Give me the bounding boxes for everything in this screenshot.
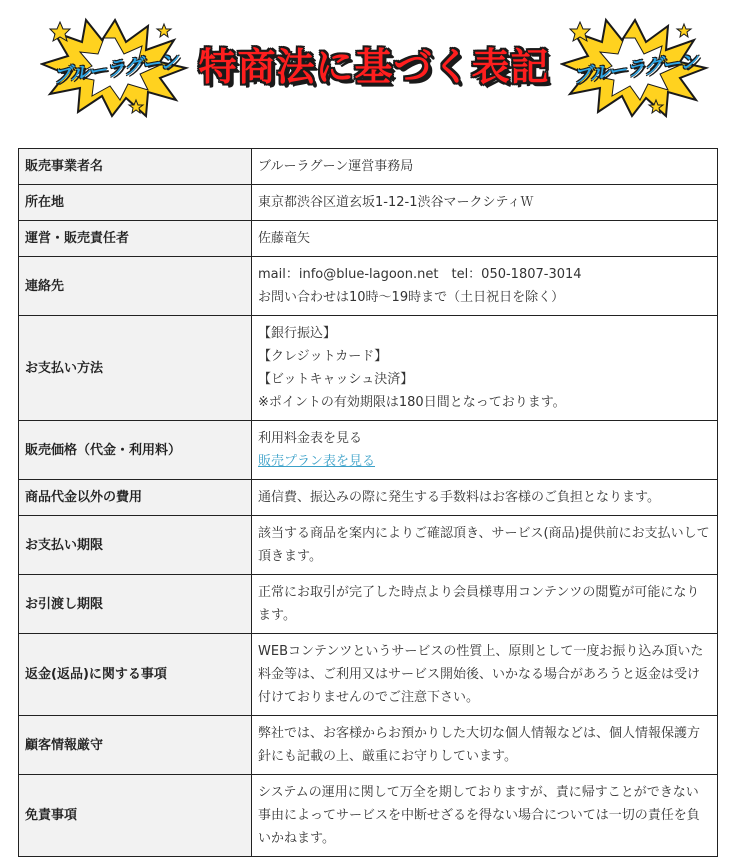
table-row	[19, 316, 718, 421]
table-row	[19, 480, 718, 516]
table-row	[19, 149, 718, 185]
table-row	[19, 775, 718, 857]
row-value: 通信費、振込みの際に発生する手数料はお客様のご負担となります。	[252, 480, 718, 516]
row-label: お支払い期限	[19, 516, 252, 575]
row-label: 運営・販売責任者	[19, 221, 252, 257]
row-label: 販売価格（代金・利用料）	[19, 421, 252, 480]
page-title: 特商法に基づく表記	[198, 45, 550, 89]
row-value	[252, 185, 718, 221]
points-expiry-note: ※ポイントの有効期限は180日間となっております。	[258, 395, 566, 410]
table-row	[19, 634, 718, 716]
sales-plan-link[interactable]: 販売プラン表を見る	[258, 454, 376, 469]
table-row	[19, 221, 718, 257]
payment-method-credit: 【クレジットカード】	[258, 349, 388, 364]
contact-mail-tel: mail：info@blue-lagoon.net tel：050-1807-3014	[258, 267, 582, 282]
row-label: 商品代金以外の費用	[19, 480, 252, 516]
row-label: 所在地	[19, 185, 252, 221]
row-value	[252, 221, 718, 257]
row-value-line: ブルーラグーン運営事務局	[258, 159, 414, 174]
logo-text: ブルーラグーン	[51, 50, 179, 88]
row-value: システムの運用に関して万全を期しておりますが、責に帰すことができない事由によってサービスを中断せざるを得ない場合については一切の責任を負いかねます。	[252, 775, 718, 857]
row-label: 顧客情報厳守	[19, 716, 252, 775]
row-label: 販売事業者名	[19, 149, 252, 185]
table-row	[19, 421, 718, 480]
table-row	[19, 257, 718, 316]
payment-method-bank: 【銀行振込】	[258, 326, 337, 341]
page-header	[0, 0, 738, 132]
legal-info-table	[18, 148, 718, 857]
payment-method-bitcash: 【ビットキャッシュ決済】	[258, 372, 414, 387]
brand-logo-left	[40, 16, 190, 120]
row-value: 該当する商品を案内によりご確認頂き、サービス(商品)提供前にお支払いして頂きます。	[252, 516, 718, 575]
row-label: 連絡先	[19, 257, 252, 316]
price-table-text: 利用料金表を見る	[258, 431, 363, 446]
row-value	[252, 421, 718, 480]
row-label: 免責事項	[19, 775, 252, 857]
row-label: お支払い方法	[19, 316, 252, 421]
row-label: お引渡し期限	[19, 575, 252, 634]
row-value-line: 佐藤竜矢	[258, 231, 311, 246]
row-label: 返金(返品)に関する事項	[19, 634, 252, 716]
brand-logo-right	[560, 16, 710, 120]
contact-hours: お問い合わせは10時～19時まで（土日祝日を除く）	[258, 290, 565, 305]
row-value	[252, 257, 718, 316]
row-value	[252, 149, 718, 185]
row-value: WEBコンテンツというサービスの性質上、原則として一度お振り込み頂いた料金等は、ご利用又はサービス開始後、いかなる場合があろうと返金は受け付けておりませんのでご注意下さい。	[252, 634, 718, 716]
table-row	[19, 575, 718, 634]
row-value	[252, 316, 718, 421]
row-value: 弊社では、お客様からお預かりした大切な個人情報などは、個人情報保護方針にも記載の上、厳重にお守りしています。	[252, 716, 718, 775]
row-value-line: 東京都渋谷区道玄坂1-12-1渋谷マークシティＷ	[258, 195, 534, 210]
row-value: 正常にお取引が完了した時点より会員様専用コンテンツの閲覧が可能になります。	[252, 575, 718, 634]
table-row	[19, 516, 718, 575]
table-row	[19, 185, 718, 221]
table-row	[19, 716, 718, 775]
logo-text: ブルーラグーン	[571, 50, 699, 88]
